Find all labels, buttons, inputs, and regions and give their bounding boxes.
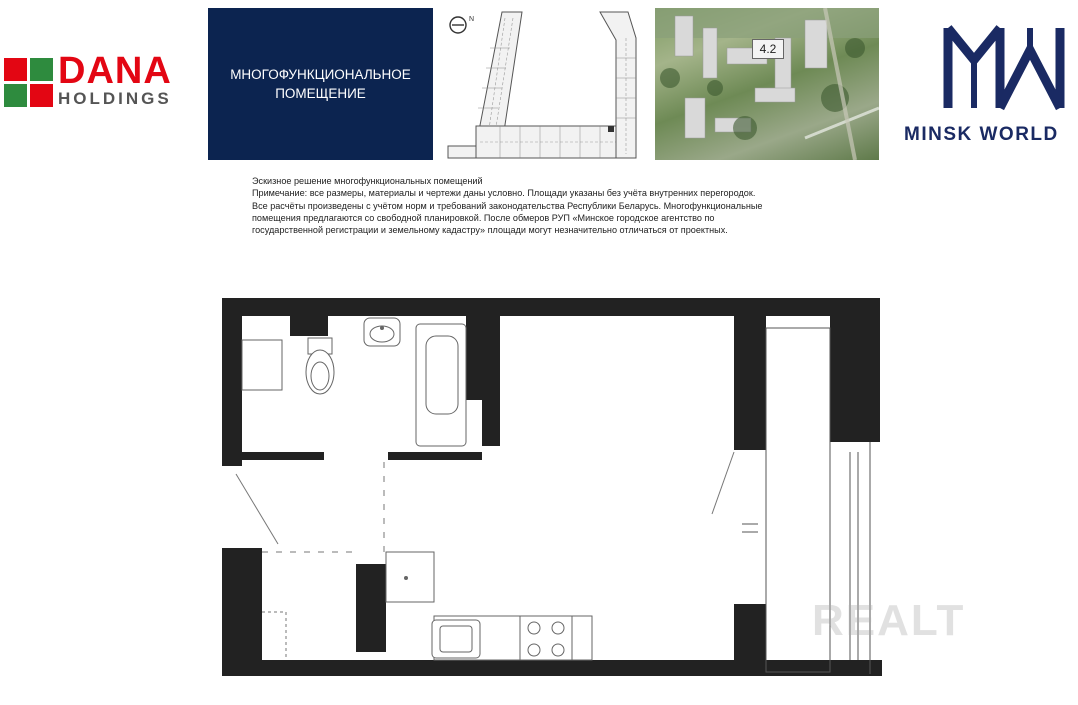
compass-label: N	[469, 16, 475, 23]
floor-plan	[218, 294, 882, 680]
title-line-1: МНОГОФУНКЦИОНАЛЬНОЕ	[230, 67, 411, 82]
notes-line: помещения предлагаются со свободной планировкой. После обмеров РУП «Минское городское агентство по	[252, 212, 715, 223]
watermark: REALT	[812, 596, 966, 645]
dana-logo-word: DANA	[58, 50, 172, 92]
minsk-world-logo-mark	[934, 20, 1074, 116]
notes-line: Все расчёты произведены с учётом норм и требований законодательства Республики Беларусь. Многофункциональные	[252, 200, 763, 211]
aerial-render-image	[655, 8, 879, 160]
building-plan-thumbnail	[440, 8, 640, 160]
compass-icon	[450, 17, 466, 33]
title-box	[208, 8, 433, 160]
plan-notes	[252, 175, 862, 236]
notes-heading: Эскизное решение многофункциональных помещений	[252, 176, 483, 186]
kitchen-fixtures	[386, 552, 592, 660]
dana-logo-subword: HOLDINGS	[58, 89, 172, 108]
notes-line: государственной регистрации и земельному кадастру» площади могут незначительно отличаться от проектных.	[252, 225, 728, 236]
notes-line: Примечание: все размеры, материалы и чертежи даны условно. Площади указаны без учёта внутренних перегородок.	[252, 188, 756, 199]
building-number-label: 4.2	[752, 39, 784, 59]
title-line-2: ПОМЕЩЕНИЕ	[275, 86, 366, 101]
minsk-world-logo-word: MINSK WORLD	[904, 124, 1059, 145]
bathroom-fixtures	[242, 318, 466, 446]
dana-logo-mark	[4, 58, 54, 108]
dana-holdings-logo	[4, 50, 194, 112]
minsk-world-logo	[900, 20, 1078, 150]
